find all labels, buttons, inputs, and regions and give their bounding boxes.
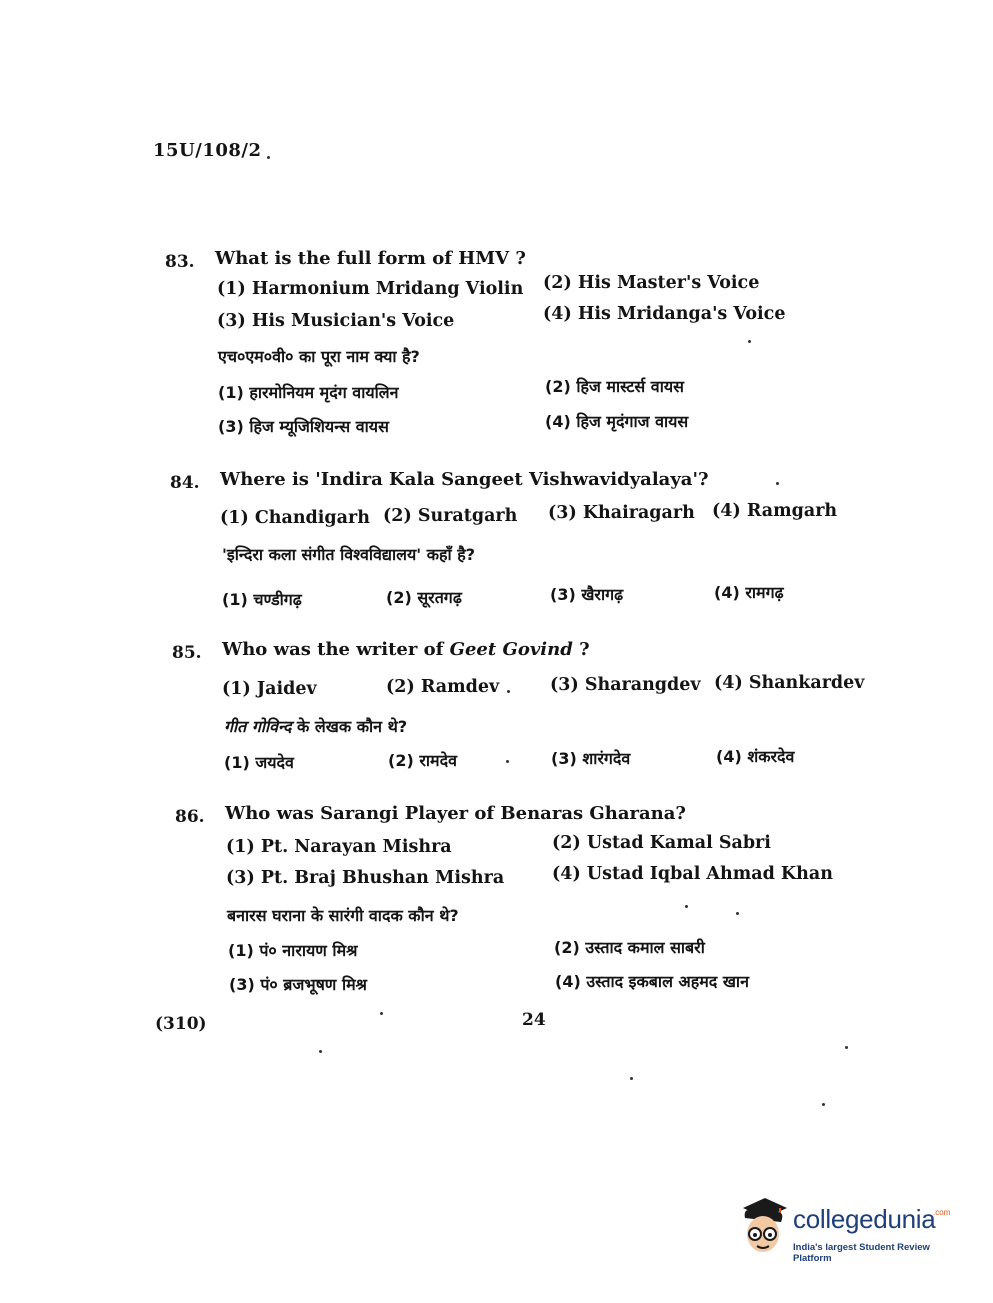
option-1: (1) Chandigarh <box>220 508 370 528</box>
scan-speck <box>507 690 510 693</box>
scan-speck <box>630 1077 633 1080</box>
hindi-option-2: (2) उस्ताद कमाल साबरी <box>554 938 705 957</box>
question-number: 86. <box>175 807 205 827</box>
option-1: (1) Pt. Narayan Mishra <box>226 837 452 857</box>
scan-speck <box>506 760 509 763</box>
option-3: (3) Khairagarh <box>548 503 695 523</box>
hindi-option-4: (4) उस्ताद इकबाल अहमद खान <box>555 972 749 991</box>
question-number: 84. <box>170 473 200 493</box>
logo-wordmark: collegedunia <box>793 1204 936 1234</box>
option-4: (4) His Mridanga's Voice <box>543 304 786 324</box>
option-2: (2) His Master's Voice <box>543 273 760 293</box>
collegedunia-logo <box>735 1196 965 1266</box>
option-4: (4) Shankardev <box>714 673 865 693</box>
hindi-option-4: (4) रामगढ़ <box>714 583 784 602</box>
hindi-option-4: (4) शंकरदेव <box>716 747 795 766</box>
paper-code: 15U/108/2 <box>153 140 262 161</box>
question-text: Who was the writer of Geet Govind ? <box>222 639 590 660</box>
question-text: Where is 'Indira Kala Sangeet Vishwavidyalaya'? <box>220 469 709 490</box>
question-text: Who was Sarangi Player of Benaras Gharana? <box>225 803 686 824</box>
question-number: 83. <box>165 252 195 272</box>
book-title: Geet Govind <box>449 639 573 660</box>
scan-speck <box>845 1046 848 1049</box>
scan-speck <box>685 905 688 908</box>
hindi-option-2: (2) रामदेव <box>388 751 457 770</box>
hindi-question-text: बनारस घराना के सारंगी वादक कौन थे? <box>227 906 459 925</box>
hindi-option-3: (3) खैरागढ़ <box>550 585 624 604</box>
scan-speck <box>319 1050 322 1053</box>
hindi-question-text: गीत गोविन्द के लेखक कौन थे? <box>224 717 408 736</box>
question-text: What is the full form of HMV ? <box>215 248 526 269</box>
scan-speck <box>822 1103 825 1106</box>
hindi-option-3: (3) पं० ब्रजभूषण मिश्र <box>229 975 367 994</box>
hindi-option-2: (2) हिज मास्टर्स वायस <box>545 377 684 396</box>
option-3: (3) Sharangdev <box>550 675 701 695</box>
option-1: (1) Harmonium Mridang Violin <box>217 279 524 299</box>
option-1: (1) Jaidev <box>222 679 317 699</box>
hindi-option-2: (2) सूरतगढ़ <box>386 588 462 607</box>
page-number: 24 <box>522 1010 546 1030</box>
scan-speck <box>380 1012 383 1015</box>
option-2: (2) Ramdev <box>386 677 500 697</box>
hindi-question-text: 'इन्दिरा कला संगीत विश्वविद्यालय' कहाँ है? <box>222 545 475 564</box>
hindi-option-1: (1) जयदेव <box>224 753 294 772</box>
hindi-option-3: (3) हिज म्यूजिशियन्स वायस <box>218 417 389 436</box>
hindi-question-text: एच०एम०वी० का पूरा नाम क्या है? <box>218 347 420 366</box>
scan-speck <box>748 340 751 343</box>
question-number: 85. <box>172 643 202 663</box>
option-2: (2) Suratgarh <box>383 506 518 526</box>
scan-speck <box>776 482 779 485</box>
hindi-option-1: (1) पं० नारायण मिश्र <box>228 941 358 960</box>
option-3: (3) Pt. Braj Bhushan Mishra <box>226 868 505 888</box>
logo-suffix: .com <box>933 1208 951 1217</box>
option-4: (4) Ustad Iqbal Ahmad Khan <box>552 864 833 884</box>
option-2: (2) Ustad Kamal Sabri <box>552 833 771 853</box>
scan-speck <box>267 156 270 159</box>
footer-code: (310) <box>155 1014 207 1034</box>
hindi-option-1: (1) हारमोनियम मृदंग वायलिन <box>218 383 399 402</box>
mascot-icon <box>735 1196 791 1260</box>
hindi-option-1: (1) चण्डीगढ़ <box>222 590 302 609</box>
option-3: (3) His Musician's Voice <box>217 311 455 331</box>
logo-tagline: India's largest Student Review Platform <box>793 1242 930 1264</box>
hindi-option-4: (4) हिज मृदंगाज वायस <box>545 412 689 431</box>
option-4: (4) Ramgarh <box>712 501 838 521</box>
hindi-option-3: (3) शारंगदेव <box>551 749 631 768</box>
scan-speck <box>736 912 739 915</box>
